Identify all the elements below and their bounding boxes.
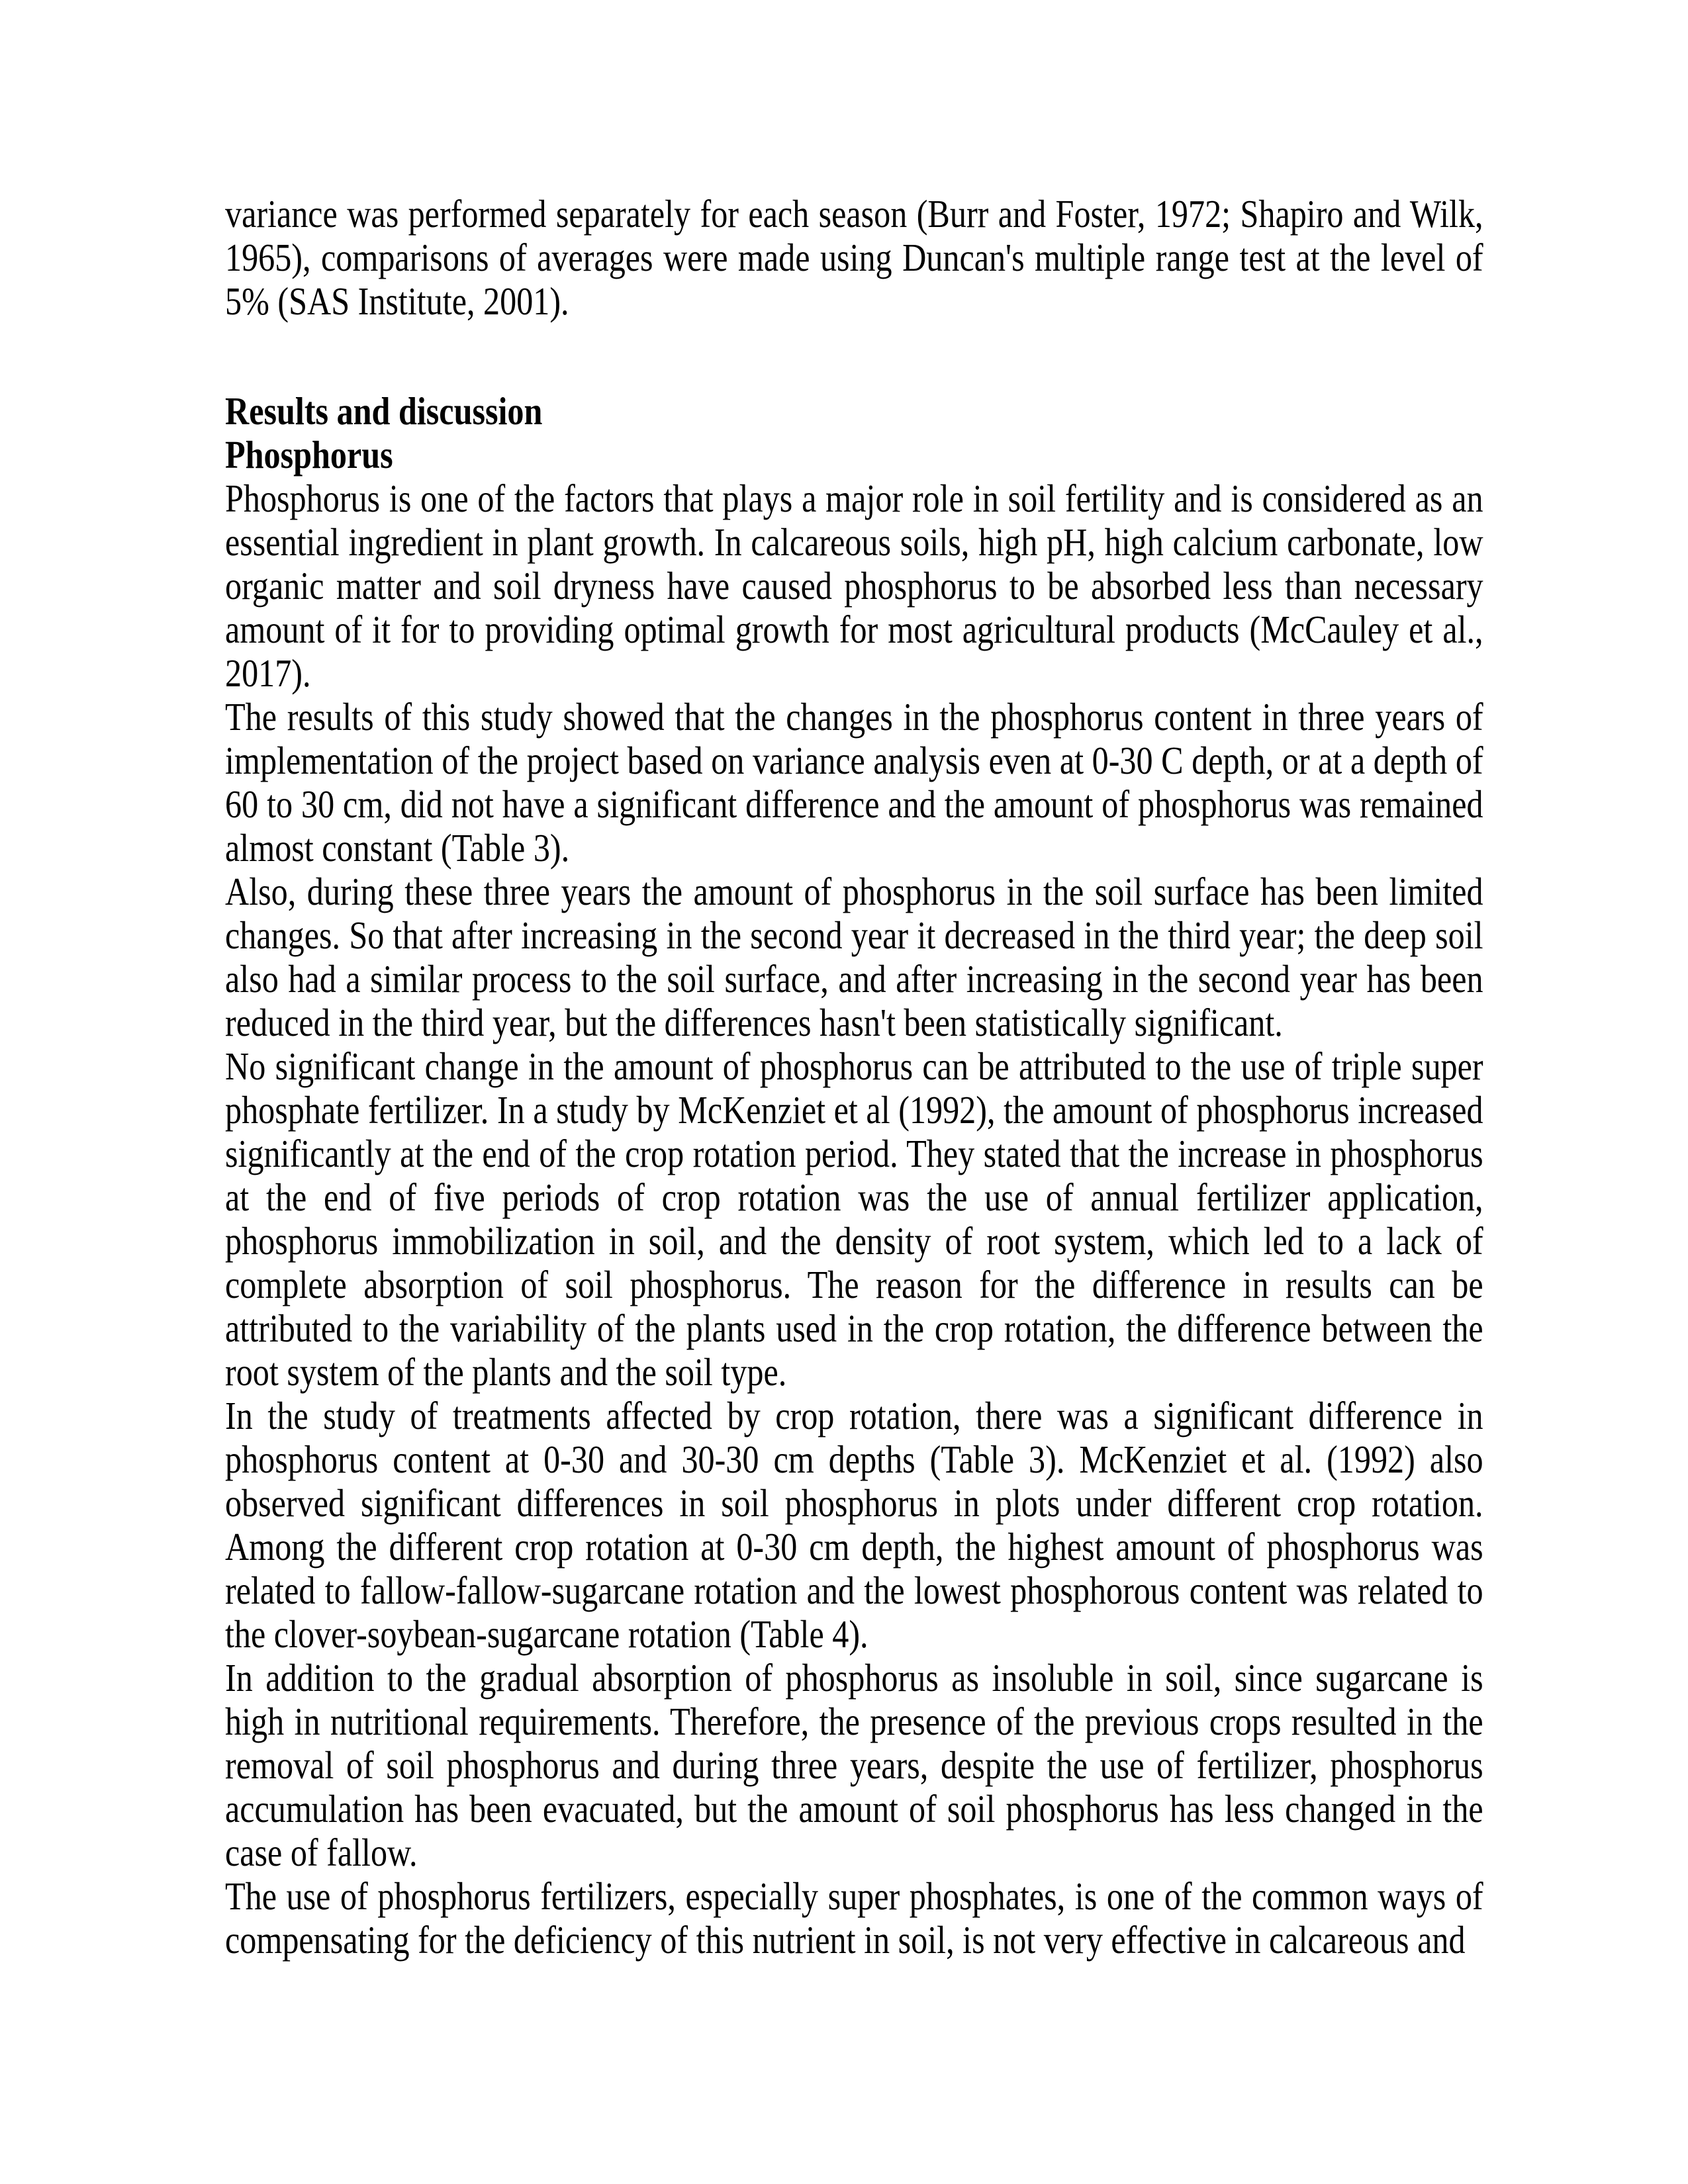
- paragraph-crop-rotation-treatments: In the study of treatments affected by crop rotation, there was a significant difference in phosphorus content at 0-30 and 30-30 cm depths (Table 3). McKenziet et al. (1992) also observed significant differences in soil phosphorus in plots under different crop rotation. Among the different crop rotation at 0-30 cm depth, the highest amount of phosphorus was related to fallow-fallow-sugarcane rotation and the lowest phosphorous content was related to the clover-soybean-sugarcane rotation (Table 4).: [225, 1394, 1483, 1656]
- paragraph-phosphorus-role: Phosphorus is one of the factors that plays a major role in soil fertility and is considered as an essential ingredient in plant growth. In calcareous soils, high pH, high calcium carbonate, low organic matter and soil dryness have caused phosphorus to be absorbed less than necessary amount of it for to providing optimal growth for most agricultural products (McCauley et al., 2017).: [225, 477, 1483, 695]
- paragraph-phosphorus-fertilizers: The use of phosphorus fertilizers, especially super phosphates, is one of the common ways of compensating for the deficiency of this nutrient in soil, is not very effective in calcareous and: [225, 1874, 1483, 1962]
- paragraph-three-years-changes: Also, during these three years the amount of phosphorus in the soil surface has been limited changes. So that after increasing in the second year it decreased in the third year; the deep soil also had a similar process to the soil surface, and after increasing in the second year has been reduced in the third year, but the differences hasn't been statistically significant.: [225, 870, 1483, 1044]
- page-text-content: [225, 192, 1483, 1962]
- paragraph-study-results-variance: The results of this study showed that the changes in the phosphorus content in three years of implementation of the project based on variance analysis even at 0-30 C depth, or at a depth of 60 to 30 cm, did not have a significant difference and the amount of phosphorus was remained almost constant (Table 3).: [225, 695, 1483, 870]
- paragraph-gradual-absorption: In addition to the gradual absorption of phosphorus as insoluble in soil, since sugarcane is high in nutritional requirements. Therefore, the presence of the previous crops resulted in the removal of soil phosphorus and during three years, despite the use of fertilizer, phosphorus accumulation has been evacuated, but the amount of soil phosphorus has less changed in the case of fallow.: [225, 1656, 1483, 1874]
- paragraph-variance-methods: variance was performed separately for each season (Burr and Foster, 1972; Shapiro and Wilk, 1965), comparisons of averages were made using Duncan's multiple range test at the level of 5% (SAS Institute, 2001).: [225, 192, 1483, 323]
- results-heading-group: [225, 389, 1483, 477]
- paragraph-no-significant-change: No significant change in the amount of phosphorus can be attributed to the use of triple super phosphate fertilizer. In a study by McKenziet et al (1992), the amount of phosphorus increased significantly at the end of the crop rotation period. They stated that the increase in phosphorus at the end of five periods of crop rotation was the use of annual fertilizer application, phosphorus immobilization in soil, and the density of root system, which led to a lack of complete absorption of soil phosphorus. The reason for the difference in results can be attributed to the variability of the plants used in the crop rotation, the difference between the root system of the plants and the soil type.: [225, 1044, 1483, 1394]
- section-heading-results-and-discussion: Results and discussion: [225, 389, 543, 433]
- subsection-heading-phosphorus: Phosphorus: [225, 433, 393, 477]
